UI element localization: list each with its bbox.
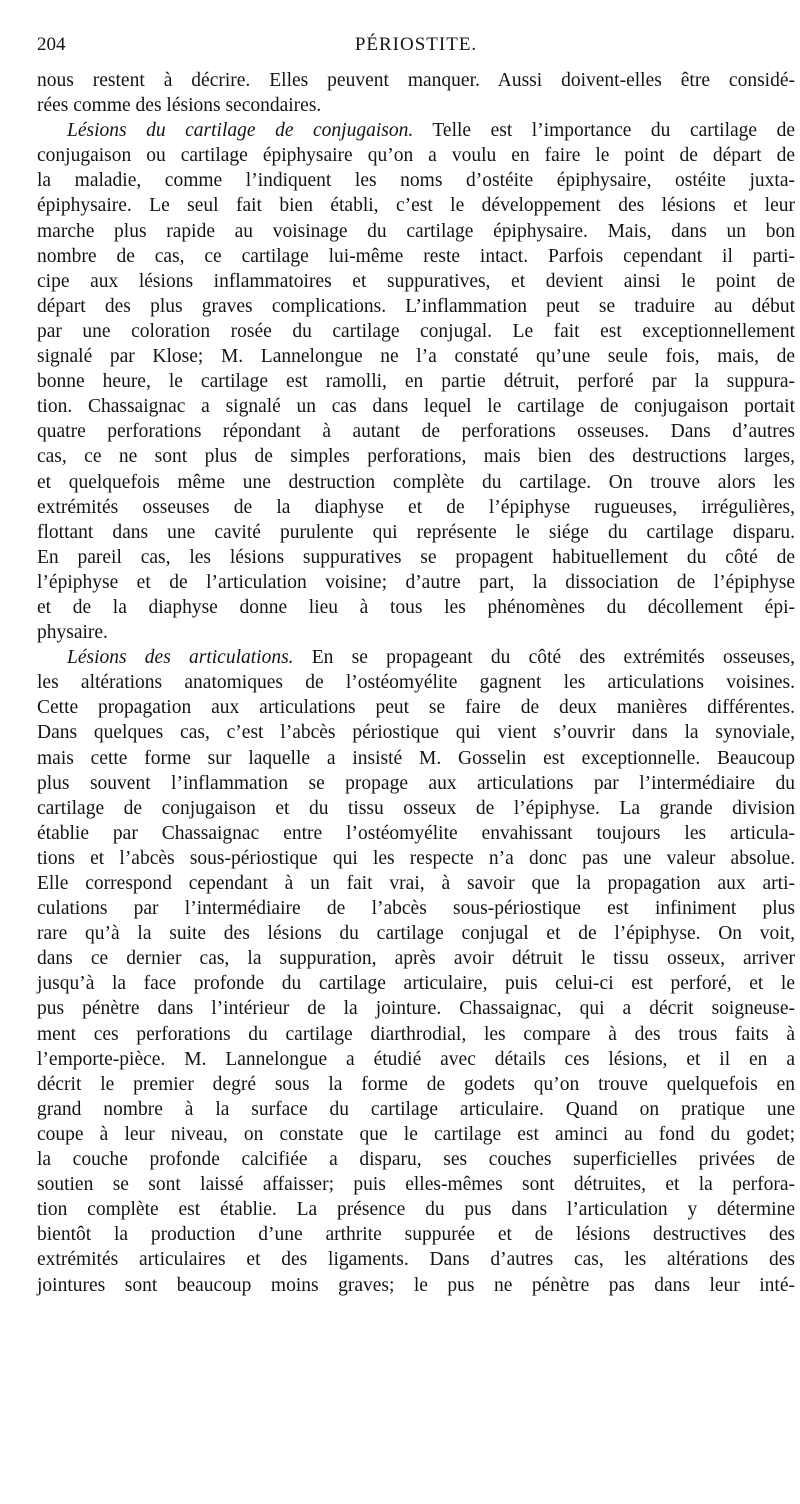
text-line (37, 996, 795, 1021)
line-text: cipe aux lésions inflammatoires et suppuratives, et devient ainsi le point de (37, 270, 795, 292)
line-text: la couche profonde calcifiée a disparu, ses couches superficielles privées de (37, 1149, 795, 1171)
text-line (37, 570, 795, 595)
text-line (37, 93, 795, 118)
line-text: bonne heure, le cartilage est ramolli, en partie détruit, perforé par la suppura- (37, 371, 795, 393)
line-text: En se propageant du côté des extrémités osseuses, (293, 647, 795, 669)
text-line (37, 319, 795, 344)
page-number: 204 (37, 34, 66, 55)
line-text: physaire. (37, 622, 108, 644)
text-line (37, 971, 795, 996)
text-line (37, 1122, 795, 1147)
text-line (37, 1147, 795, 1172)
text-line (37, 1197, 795, 1222)
body-text (37, 68, 795, 1298)
text-line (37, 344, 795, 369)
line-text: Dans quelques cas, c’est l’abcès périostique qui vient s’ouvrir dans la synoviale, (37, 722, 795, 744)
line-text: l’épiphyse et de l’articulation voisine; d’autre part, la dissociation de l’épiphyse (37, 571, 795, 593)
line-text: Telle est l’importance du cartilage de (413, 120, 795, 142)
line-text: cartilage de conjugaison et du tissu osseux de l’épiphyse. La grande division (37, 797, 795, 819)
text-line (37, 444, 795, 469)
text-line (37, 1097, 795, 1122)
line-text: mais cette forme sur laquelle a insisté M. Gosselin est exceptionnelle. Beaucoup (37, 747, 795, 769)
text-line (37, 846, 795, 871)
line-text: conjugaison ou cartilage épiphysaire qu’on a voulu en faire le point de départ de (37, 145, 795, 167)
line-text: et de la diaphyse donne lieu à tous les phénomènes du décollement épi- (37, 596, 795, 618)
text-line (37, 595, 795, 620)
text-line (37, 68, 795, 93)
text-line (37, 796, 795, 821)
text-line (37, 118, 795, 143)
text-line (37, 746, 795, 771)
line-text: nombre de cas, ce cartilage lui-même reste intact. Parfois cependant il parti- (37, 245, 795, 267)
text-line (37, 394, 795, 419)
line-text: tions et l’abcès sous-périostique qui les respecte n’a donc pas une valeur absolue. (37, 847, 795, 869)
running-head (37, 32, 795, 58)
line-text: Cette propagation aux articulations peut se faire de deux manières différentes. (37, 697, 795, 719)
line-text: l’emporte-pièce. M. Lannelongue a étudié avec détails ces lésions, et il en a (37, 1048, 795, 1070)
text-line (37, 419, 795, 444)
text-line (37, 921, 795, 946)
text-line (37, 720, 795, 745)
text-line (37, 670, 795, 695)
text-line (37, 821, 795, 846)
line-text: grand nombre à la surface du cartilage articulaire. Quand on pratique une (37, 1098, 795, 1120)
line-text: marche plus rapide au voisinage du cartilage épiphysaire. Mais, dans un bon (37, 220, 795, 242)
text-line (37, 495, 795, 520)
line-text: pus pénètre dans l’intérieur de la jointure. Chassaignac, qui a décrit soigneuse- (37, 998, 795, 1020)
text-line (37, 695, 795, 720)
text-line (37, 369, 795, 394)
text-line (37, 1273, 795, 1298)
text-line (37, 1072, 795, 1097)
text-line (37, 269, 795, 294)
text-line (37, 1222, 795, 1247)
line-text: tion complète est établie. La présence du pus dans l’articulation y détermine (37, 1199, 795, 1221)
line-text: extrémités osseuses de la diaphyse et de l’épiphyse rugueuses, irrégulières, (37, 496, 795, 518)
text-line (37, 896, 795, 921)
running-title: PÉRIOSTITE. (354, 34, 478, 55)
line-text: tion. Chassaignac a signalé un cas dans lequel le cartilage de conjugaison portait (37, 396, 795, 418)
line-text: décrit le premier degré sous la forme de godets qu’on trouve quelquefois en (37, 1073, 795, 1095)
line-text: coupe à leur niveau, on constate que le cartilage est aminci au fond du godet; (37, 1123, 795, 1145)
line-text: quatre perforations répondant à autant de perforations osseuses. Dans d’autres (37, 421, 795, 443)
text-line (37, 771, 795, 796)
line-text: jointures sont beaucoup moins graves; le pus ne pénètre pas dans leur inté- (37, 1274, 795, 1296)
line-text: la maladie, comme l’indiquent les noms d’ostéite épiphysaire, ostéite juxta- (37, 170, 795, 192)
line-text: les altérations anatomiques de l’ostéomyélite gagnent les articulations voisines. (37, 672, 795, 694)
text-line (37, 470, 795, 495)
text-line (37, 620, 795, 645)
text-line (37, 219, 795, 244)
text-line (37, 168, 795, 193)
line-text: soutien se sont laissé affaisser; puis elles-mêmes sont détruites, et la perfora- (37, 1174, 795, 1196)
line-text: extrémités articulaires et des ligaments. Dans d’autres cas, les altérations des (37, 1249, 795, 1271)
text-line (37, 946, 795, 971)
line-text: départ des plus graves complications. L’inflammation peut se traduire au début (37, 295, 795, 317)
text-line (37, 545, 795, 570)
line-text: rare qu’à la suite des lésions du cartilage conjugal et de l’épiphyse. On voit, (37, 923, 795, 945)
text-line (37, 1172, 795, 1197)
line-text: plus souvent l’inflammation se propage aux articulations par l’intermédiaire du (37, 772, 795, 794)
text-line (37, 143, 795, 168)
section-heading: Lésions des articulations. (67, 647, 294, 669)
text-line (37, 1047, 795, 1072)
line-text: rées comme des lésions secondaires. (37, 95, 322, 117)
line-text: signalé par Klose; M. Lannelongue ne l’a constaté qu’une seule fois, mais, de (37, 346, 795, 368)
text-line (37, 520, 795, 545)
line-text: dans ce dernier cas, la suppuration, après avoir détruit le tissu osseux, arriver (37, 948, 795, 970)
line-text: épiphysaire. Le seul fait bien établi, c’est le développement des lésions et leur (37, 195, 795, 217)
text-line (37, 1022, 795, 1047)
line-text: nous restent à décrire. Elles peuvent manquer. Aussi doivent-elles être considé- (37, 70, 795, 91)
line-text: ment ces perforations du cartilage diarthrodial, les compare à des trous faits à (37, 1023, 795, 1045)
line-text: flottant dans une cavité purulente qui représente le siége du cartilage disparu. (37, 521, 795, 543)
text-line (37, 193, 795, 218)
line-text: établie par Chassaignac entre l’ostéomyélite envahissant toujours les articula- (37, 822, 795, 844)
line-text: Elle correspond cependant à un fait vrai, à savoir que la propagation aux arti- (37, 873, 795, 894)
line-text: cas, ce ne sont plus de simples perforations, mais bien des destructions larges, (37, 446, 795, 468)
line-text: et quelquefois même une destruction complète du cartilage. On trouve alors les (37, 471, 795, 493)
line-text: jusqu’à la face profonde du cartilage articulaire, puis celui-ci est perforé, et le (37, 973, 795, 995)
text-line (37, 244, 795, 269)
line-text: par une coloration rosée du cartilage conjugal. Le fait est exceptionnellement (37, 320, 795, 342)
line-text: bientôt la production d’une arthrite suppurée et de lésions destructives des (37, 1224, 795, 1246)
section-heading: Lésions du cartilage de conjugaison. (67, 120, 414, 142)
text-line (37, 645, 795, 670)
text-line (37, 871, 795, 896)
line-text: En pareil cas, les lésions suppuratives se propagent habituellement du côté de (37, 546, 795, 568)
text-line (37, 294, 795, 319)
text-line (37, 1247, 795, 1272)
line-text: culations par l’intermédiaire de l’abcès sous-périostique est infiniment plus (37, 898, 795, 920)
